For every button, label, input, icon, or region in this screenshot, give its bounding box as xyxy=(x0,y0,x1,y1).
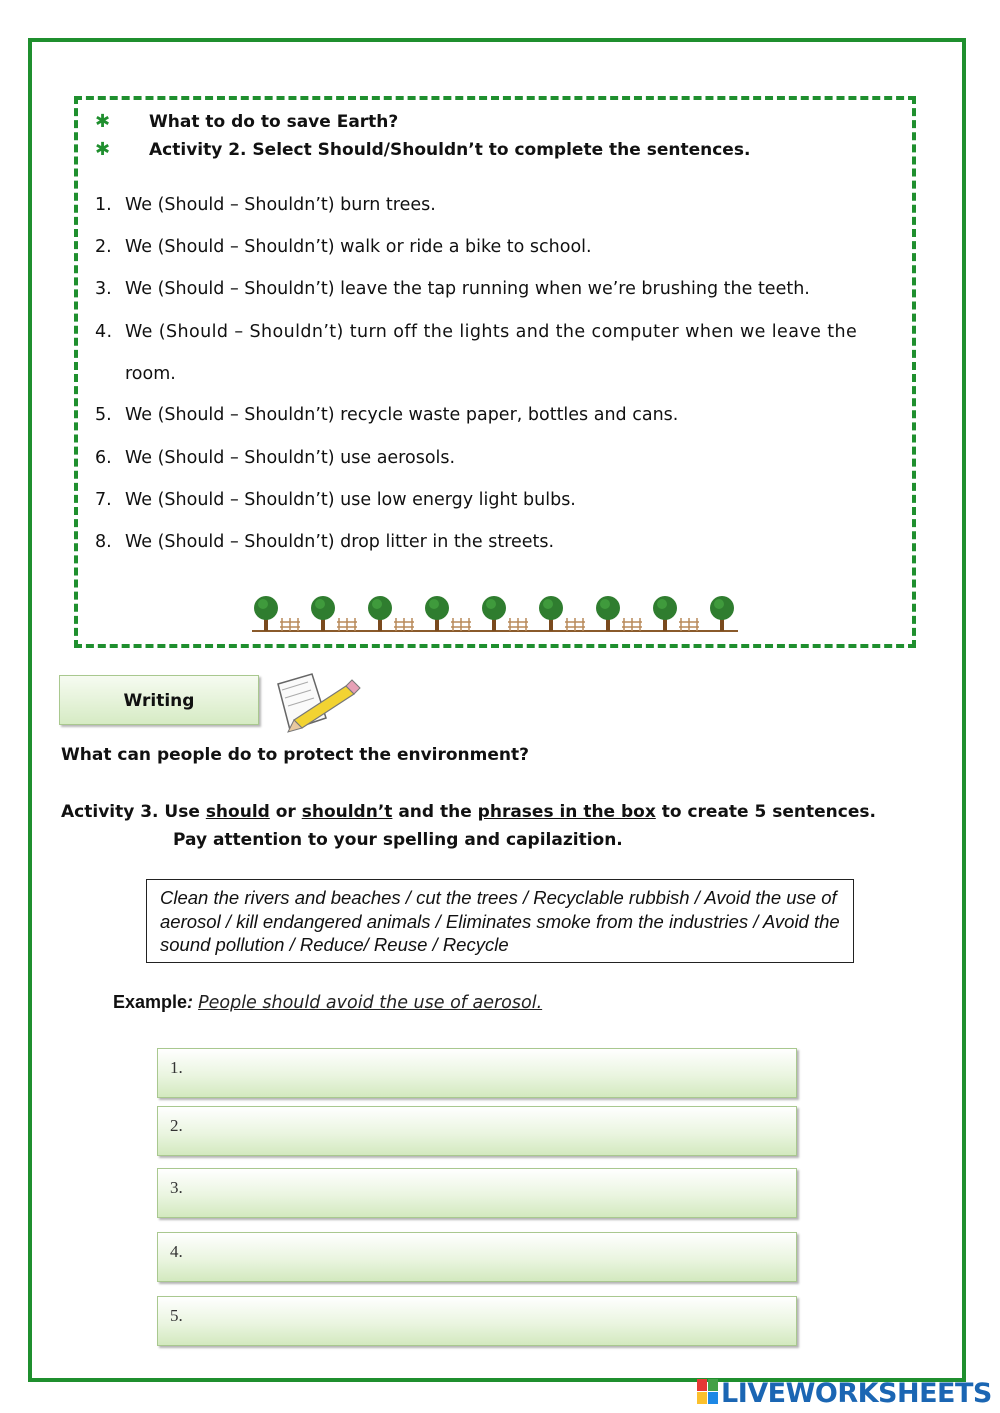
activity3-suffix: to create 5 sentences. xyxy=(655,802,876,822)
example-colon: : xyxy=(187,992,194,1012)
example-label: Example xyxy=(113,992,188,1012)
answer-box-2[interactable] xyxy=(157,1106,797,1156)
answer-box-3[interactable] xyxy=(157,1168,797,1218)
sentence-item-5[interactable] xyxy=(95,405,678,425)
item-number: 4. xyxy=(95,322,113,342)
item-number: 7. xyxy=(95,490,112,510)
tree-icon xyxy=(254,596,278,631)
example-sentence xyxy=(113,992,542,1013)
item-number: 2. xyxy=(95,237,112,257)
activity3-should: should xyxy=(205,802,270,822)
example-text: People should avoid the use of aerosol. xyxy=(198,993,543,1013)
writing-question: What can people do to protect the environment? xyxy=(61,745,529,765)
fence-icon xyxy=(622,618,642,631)
item-number: 3. xyxy=(95,279,112,299)
heading-activity2-text: Activity 2. Select Should/Shouldn’t to complete the sentences. xyxy=(149,140,751,160)
asterisk-icon: ✱ xyxy=(95,111,111,132)
answer-number: 3. xyxy=(170,1178,183,1197)
activity3-line2: Pay attention to your spelling and capilazition. xyxy=(173,830,623,850)
sentence-item-6[interactable] xyxy=(95,448,455,468)
item-text[interactable]: We (Should – Shouldn’t) drop litter in the streets. xyxy=(125,532,555,552)
activity3-instructions xyxy=(61,802,876,822)
asterisk-icon: ✱ xyxy=(95,139,111,160)
sentence-item-8[interactable] xyxy=(95,532,554,552)
answer-box-1[interactable] xyxy=(157,1048,797,1098)
sentence-item-1[interactable] xyxy=(95,195,436,215)
liveworksheets-logo-icon xyxy=(697,1379,719,1405)
brand-text: LIVEWORKSHEETS xyxy=(721,1378,992,1409)
fence-icon xyxy=(565,618,585,631)
fence-icon xyxy=(280,618,300,631)
activity3-and-the: and the xyxy=(392,802,478,822)
item-text[interactable]: We (Should – Shouldn’t) use low energy light bulbs. xyxy=(125,490,576,510)
fence-icon xyxy=(679,618,699,631)
heading-save-earth xyxy=(95,111,398,132)
heading-activity2 xyxy=(95,139,750,160)
answer-input-5[interactable] xyxy=(198,1305,787,1335)
answer-number: 5. xyxy=(170,1306,183,1325)
item-text[interactable]: We (Should – Shouldn’t) recycle waste paper, bottles and cans. xyxy=(125,405,679,425)
answer-box-4[interactable] xyxy=(157,1232,797,1282)
phrase-box: Clean the rivers and beaches / cut the trees / Recyclable rubbish / Avoid the use of aerosol / kill endangered animals / Eliminates smoke from the industries / Avoid the sound pollution / Reduce/ Reuse / Recycle xyxy=(146,879,854,963)
answer-number: 2. xyxy=(170,1116,183,1135)
liveworksheets-logo xyxy=(697,1378,992,1409)
heading-save-earth-text: What to do to save Earth? xyxy=(149,112,399,132)
trees-fence-decoration xyxy=(252,594,742,636)
item-text[interactable]: We (Should – Shouldn’t) turn off the lights and the computer when we leave the xyxy=(125,322,858,342)
writing-tab: Writing xyxy=(59,675,259,725)
item-number: 5. xyxy=(95,405,112,425)
item-number: 1. xyxy=(95,195,112,215)
item-text[interactable]: We (Should – Shouldn’t) walk or ride a bike to school. xyxy=(125,237,592,257)
item-number: 6. xyxy=(95,448,112,468)
answer-number: 1. xyxy=(170,1058,183,1077)
fence-icon xyxy=(451,618,471,631)
activity3-shouldnt: shouldn’t xyxy=(301,802,393,822)
answer-input-1[interactable] xyxy=(198,1057,787,1087)
item-text[interactable]: We (Should – Shouldn’t) use aerosols. xyxy=(125,448,456,468)
fence-icon xyxy=(508,618,528,631)
answer-input-4[interactable] xyxy=(198,1241,787,1271)
activity3-or: or xyxy=(269,802,302,822)
fence-icon xyxy=(337,618,357,631)
item-number: 8. xyxy=(95,532,112,552)
fence-icon xyxy=(394,618,414,631)
activity2-dashed-box xyxy=(74,96,916,648)
sentence-item-4[interactable] xyxy=(95,322,857,342)
answer-number: 4. xyxy=(170,1242,183,1261)
answer-input-2[interactable] xyxy=(198,1115,787,1145)
item-text-continued: room. xyxy=(125,364,176,384)
answer-box-5[interactable] xyxy=(157,1296,797,1346)
item-text[interactable]: We (Should – Shouldn’t) burn trees. xyxy=(125,195,436,215)
sentence-item-7[interactable] xyxy=(95,490,576,510)
sentence-item-3[interactable] xyxy=(95,279,810,299)
item-text[interactable]: We (Should – Shouldn’t) leave the tap running when we’re brushing the teeth. xyxy=(125,279,810,299)
answer-input-3[interactable] xyxy=(198,1177,787,1207)
activity3-phrases: phrases in the box xyxy=(477,802,656,822)
pencil-paper-icon xyxy=(268,672,364,740)
activity3-prefix: Activity 3. Use xyxy=(61,802,206,822)
sentence-item-2[interactable] xyxy=(95,237,592,257)
